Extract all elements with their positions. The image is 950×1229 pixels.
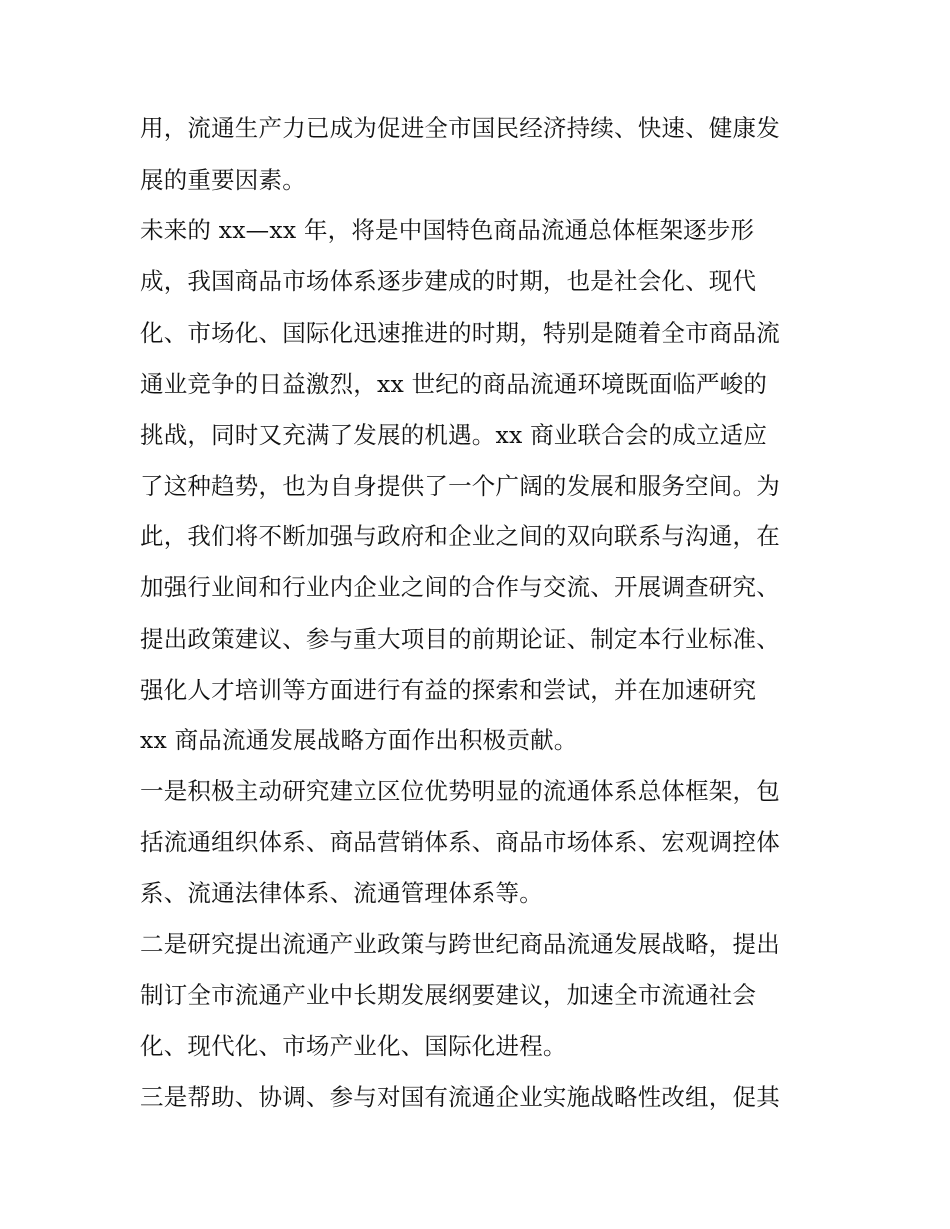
text-line: 一是积极主动研究建立区位优势明显的流通体系总体框架，包: [140, 777, 780, 805]
text-line: xx 商品流通发展战略方面作出积极贡献。: [140, 726, 578, 754]
text-line: 未来的 xx—xx 年，将是中国特色商品流通总体框架逐步形: [140, 216, 755, 244]
text-line: 三是帮助、协调、参与对国有流通企业实施战略性改组，促其: [140, 1083, 780, 1111]
text-line: 化、市场化、国际化迅速推进的时期，特别是随着全市商品流: [140, 319, 780, 347]
text-line: 强化人才培训等方面进行有益的探索和尝试，并在加速研究: [140, 676, 757, 704]
text-line: 化、现代化、市场产业化、国际化进程。: [140, 1032, 567, 1060]
text-line: 展的重要因素。: [140, 166, 306, 194]
text-line: 二是研究提出流通产业政策与跨世纪商品流通发展战略，提出: [140, 930, 780, 958]
text-line: 了这种趋势，也为自身提供了一个广阔的发展和服务空间。为: [140, 472, 780, 500]
text-line: 制订全市流通产业中长期发展纲要建议，加速全市流通社会: [140, 981, 757, 1009]
text-line: 成，我国商品市场体系逐步建成的时期，也是社会化、现代: [140, 267, 757, 295]
text-line: 挑战，同时又充满了发展的机遇。xx 商业联合会的成立适应: [140, 421, 768, 449]
text-line: 用，流通生产力已成为促进全市国民经济持续、快速、健康发: [140, 114, 780, 142]
text-line: 加强行业间和行业内企业之间的合作与交流、开展调查研究、: [140, 573, 780, 601]
text-line: 系、流通法律体系、流通管理体系等。: [140, 879, 543, 907]
text-line: 提出政策建议、参与重大项目的前期论证、制定本行业标准、: [140, 625, 780, 653]
text-line: 此，我们将不断加强与政府和企业之间的双向联系与沟通，在: [140, 522, 780, 550]
text-line: 通业竞争的日益激烈，xx 世纪的商品流通环境既面临严峻的: [140, 370, 768, 398]
text-line: 括流通组织体系、商品营销体系、商品市场体系、宏观调控体: [140, 828, 780, 856]
